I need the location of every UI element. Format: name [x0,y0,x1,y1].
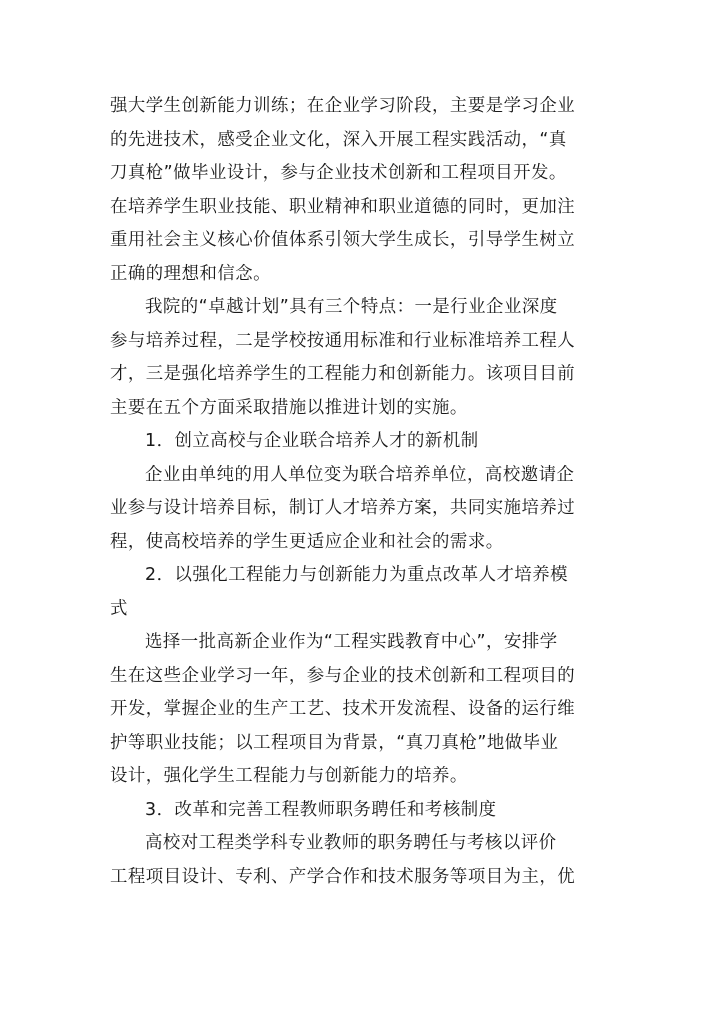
text-line-1: 强大学生创新能力训练；在企业学习阶段，主要是学习企业 [110,96,576,116]
text-line-23: 高校对工程类学科专业教师的职务聘任与考核以评价 [145,833,557,853]
text-line-9: 才，三是强化培养学生的工程能力和创新能力。该项目目前 [110,364,576,384]
text-line-21: 设计，强化学生工程能力与创新能力的培养。 [110,766,468,786]
text-line-20: 护等职业技能；以工程项目为背景，“真刀真枪”地做毕业 [110,732,559,753]
section-heading-2: 2．以强化工程能力与创新能力为重点改革人才培养模 [145,565,569,585]
text-line-8: 参与培养过程，二是学校按通用标准和行业标准培养工程人 [110,330,576,351]
section-heading-3: 3．改革和完善工程教师职务聘任和考核制度 [145,799,497,820]
text-line-5: 重用社会主义核心价值体系引领大学生成长，引导学生树立 [110,230,576,250]
section-heading-2-cont: 式 [110,598,128,619]
text-line-4: 在培养学生职业技能、职业精神和职业道德的同时，更加注 [110,196,576,217]
text-line-13: 业参与设计培养目标，制订人才培养方案，共同实施培养过 [110,498,576,518]
text-line-17: 选择一批高新企业作为“工程实践教育中心”，安排学 [145,632,558,652]
text-line-24: 工程项目设计、专利、产学合作和技术服务等项目为主，优 [110,866,576,887]
section-heading-1: 1．创立高校与企业联合培养人才的新机制 [145,431,479,451]
text-line-6: 正确的理想和信念。 [110,263,272,284]
text-line-14: 程，使高校培养的学生更适应企业和社会的需求。 [110,531,504,552]
text-line-7: 我院的“卓越计划”具有三个特点：一是行业企业深度 [145,297,558,317]
text-line-18: 生在这些企业学习一年，参与企业的技术创新和工程项目的 [110,665,576,686]
text-line-2: 的先进技术，感受企业文化，深入开展工程实践活动，“真 [110,129,567,150]
text-line-3: 刀真枪”做毕业设计，参与企业技术创新和工程项目开发。 [110,163,567,183]
body-text [110,90,625,894]
text-line-10: 主要在五个方面采取措施以推进计划的实施。 [110,397,468,418]
text-line-19: 开发，掌握企业的生产工艺、技术开发流程、设备的运行维 [110,699,576,719]
text-line-12: 企业由单纯的用人单位变为联合培养单位，高校邀请企 [145,464,575,485]
